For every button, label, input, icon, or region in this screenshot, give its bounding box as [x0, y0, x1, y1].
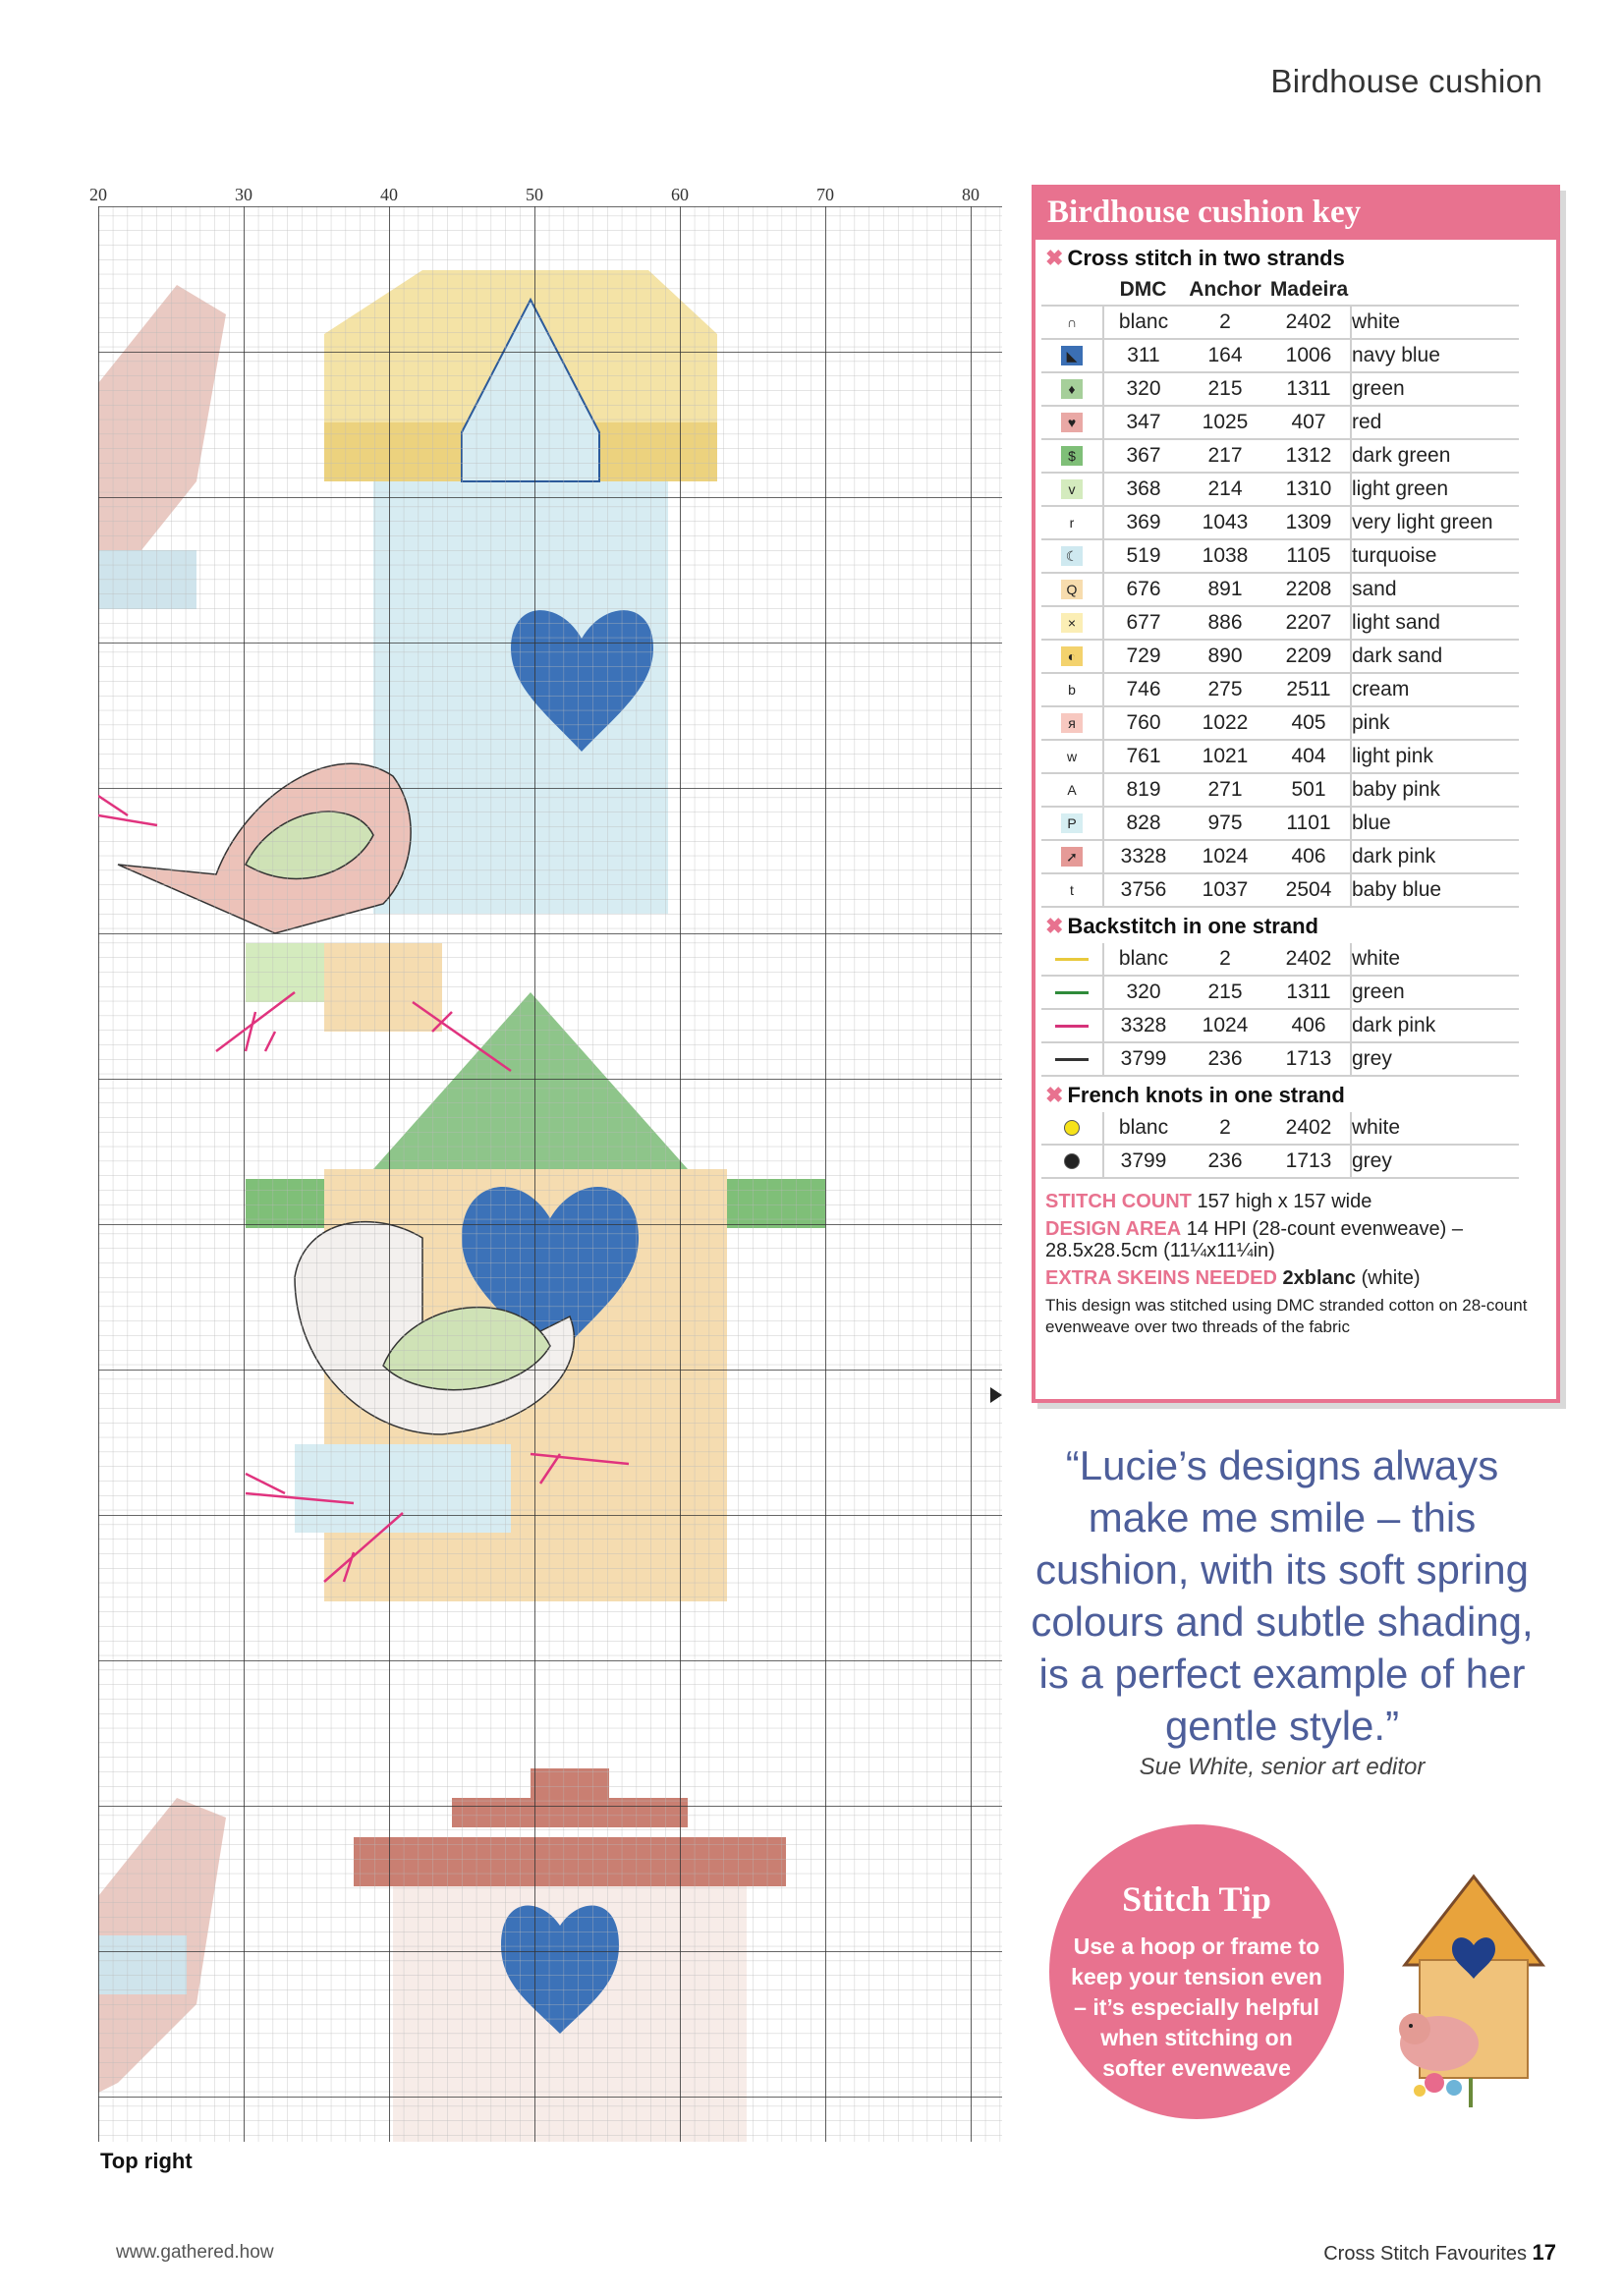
col-name: [1351, 275, 1519, 306]
french-heading-text: French knots in one strand: [1067, 1083, 1345, 1107]
colour-name: grey: [1351, 1145, 1519, 1178]
thread-symbol: [1041, 306, 1103, 339]
madeira-code: 2511: [1267, 673, 1351, 706]
madeira-code: 405: [1267, 706, 1351, 740]
dmc-code: 369: [1103, 506, 1183, 539]
design-area-value: 14 HPI (28-count evenweave) – 28.5x28.5cm (11¼x11¼in): [1045, 1218, 1464, 1261]
dmc-code: 3799: [1103, 1042, 1183, 1076]
key-row: [1041, 1042, 1519, 1076]
thread-symbol: [1041, 773, 1103, 807]
madeira-code: 2402: [1267, 1112, 1351, 1145]
thread-symbol: [1041, 539, 1103, 573]
anchor-code: 886: [1183, 606, 1267, 640]
thread-symbol: [1041, 840, 1103, 873]
backstitch-line-icon: [1055, 958, 1089, 961]
dmc-code: 828: [1103, 807, 1183, 840]
anchor-code: 164: [1183, 339, 1267, 372]
colour-name: pink: [1351, 706, 1519, 740]
dmc-code: blanc: [1103, 943, 1183, 976]
thread-symbol: [1041, 1009, 1103, 1042]
footer-website: www.gathered.how: [116, 2242, 274, 2263]
madeira-code: 2209: [1267, 640, 1351, 673]
dmc-code: 761: [1103, 740, 1183, 773]
madeira-code: 1312: [1267, 439, 1351, 473]
swatch-icon: ➚: [1061, 847, 1083, 867]
dmc-code: 3328: [1103, 1009, 1183, 1042]
swatch-icon: P: [1061, 813, 1083, 833]
madeira-code: 1311: [1267, 976, 1351, 1009]
colour-name: light green: [1351, 473, 1519, 506]
anchor-code: 215: [1183, 976, 1267, 1009]
dmc-code: blanc: [1103, 1112, 1183, 1145]
backstitch-line-icon: [1055, 1058, 1089, 1061]
quote-author: Sue White, senior art editor: [1139, 1754, 1426, 1780]
colour-name: dark green: [1351, 439, 1519, 473]
colour-name: green: [1351, 372, 1519, 406]
anchor-code: 275: [1183, 673, 1267, 706]
swatch-icon: ◐: [1061, 646, 1083, 666]
dmc-code: 3799: [1103, 1145, 1183, 1178]
key-row: [1041, 372, 1519, 406]
stitch-count-label: STITCH COUNT: [1045, 1191, 1192, 1212]
cross-stitch-table: [1041, 275, 1519, 908]
thread-symbol: [1041, 1145, 1103, 1178]
thread-symbol: [1041, 506, 1103, 539]
swatch-icon: t: [1061, 880, 1083, 900]
col-dmc: DMC: [1103, 275, 1183, 306]
french-knots-table: [1041, 1112, 1519, 1179]
dmc-code: 676: [1103, 573, 1183, 606]
thread-symbol: [1041, 1112, 1103, 1145]
pull-quote: “Lucie’s designs always make me smile – this cushion, with its soft spring colours and subtle shading, is a perfect example of her gentle style.”: [1031, 1442, 1534, 1749]
key-row: [1041, 807, 1519, 840]
key-row: [1041, 773, 1519, 807]
extra-skeins-suffix: (white): [1361, 1267, 1421, 1289]
french-knots-heading: [1035, 1077, 1556, 1112]
colour-name: light sand: [1351, 606, 1519, 640]
swatch-icon: Q: [1061, 580, 1083, 599]
axis-label-60: 60: [671, 185, 689, 204]
madeira-code: 1101: [1267, 807, 1351, 840]
key-row: [1041, 740, 1519, 773]
dmc-code: 368: [1103, 473, 1183, 506]
anchor-code: 1024: [1183, 840, 1267, 873]
chart-grid: [98, 187, 1002, 2142]
colour-name: baby pink: [1351, 773, 1519, 807]
anchor-code: 1025: [1183, 406, 1267, 439]
stitch-tip-body: Use a hoop or frame to keep your tension even – it’s especially helpful when stitching on softer evenweave: [1071, 1933, 1322, 2081]
key-row: [1041, 339, 1519, 372]
swatch-icon: ◣: [1061, 346, 1083, 365]
key-row: [1041, 473, 1519, 506]
swatch-icon: w: [1061, 747, 1083, 766]
anchor-code: 1037: [1183, 873, 1267, 907]
key-row: [1041, 573, 1519, 606]
madeira-code: 406: [1267, 840, 1351, 873]
swatch-icon: ☾: [1061, 546, 1083, 566]
anchor-code: 1043: [1183, 506, 1267, 539]
backstitch-rows: [1041, 943, 1519, 1076]
colour-name: sand: [1351, 573, 1519, 606]
key-row: [1041, 439, 1519, 473]
backstitch-table: [1041, 943, 1519, 1077]
madeira-code: 406: [1267, 1009, 1351, 1042]
thread-symbol: [1041, 640, 1103, 673]
cross-heading-text: Cross stitch in two strands: [1067, 246, 1345, 270]
axis-label-30: 30: [235, 185, 252, 204]
swatch-icon: ♥: [1061, 413, 1083, 432]
french-knot-dot-icon: [1064, 1153, 1080, 1169]
thread-symbol: [1041, 943, 1103, 976]
key-row: [1041, 406, 1519, 439]
anchor-code: 2: [1183, 306, 1267, 339]
madeira-code: 1713: [1267, 1145, 1351, 1178]
dmc-code: 519: [1103, 539, 1183, 573]
x-icon: ✖: [1045, 1083, 1064, 1107]
backstitch-line-icon: [1055, 991, 1089, 994]
swatch-icon: ∩: [1061, 312, 1083, 332]
colour-name: green: [1351, 976, 1519, 1009]
dmc-code: blanc: [1103, 306, 1183, 339]
french-knot-dot-icon: [1064, 1120, 1080, 1136]
french-knot-rows: [1041, 1112, 1519, 1178]
cross-stitch-chart: [89, 185, 1002, 2142]
madeira-code: 2207: [1267, 606, 1351, 640]
key-header-row: [1041, 275, 1519, 306]
thread-symbol: [1041, 1042, 1103, 1076]
dmc-code: 311: [1103, 339, 1183, 372]
x-icon: ✖: [1045, 914, 1064, 938]
colour-name: blue: [1351, 807, 1519, 840]
madeira-code: 1310: [1267, 473, 1351, 506]
page-number: 17: [1532, 2240, 1556, 2265]
footer-magazine: [1323, 2240, 1556, 2266]
anchor-code: 2: [1183, 1112, 1267, 1145]
thread-symbol: [1041, 406, 1103, 439]
anchor-code: 890: [1183, 640, 1267, 673]
birdhouse-thumbnail-image: [1375, 1867, 1572, 2122]
swatch-icon: ×: [1061, 613, 1083, 633]
thread-symbol: [1041, 740, 1103, 773]
colour-name: navy blue: [1351, 339, 1519, 372]
backstitch-heading: [1035, 908, 1556, 943]
grid-major: [98, 206, 1002, 2142]
key-title: Birdhouse cushion key: [1035, 189, 1556, 240]
extra-skeins-value: 2xblanc: [1282, 1267, 1357, 1289]
col-madeira: Madeira: [1267, 275, 1351, 306]
anchor-code: 214: [1183, 473, 1267, 506]
madeira-code: 1311: [1267, 372, 1351, 406]
dmc-code: 347: [1103, 406, 1183, 439]
dmc-code: 819: [1103, 773, 1183, 807]
key-row: [1041, 873, 1519, 907]
key-box: [1032, 185, 1560, 1403]
key-row: [1041, 1145, 1519, 1178]
col-anchor: Anchor: [1183, 275, 1267, 306]
backstitch-line-icon: [1055, 1025, 1089, 1028]
thread-symbol: [1041, 976, 1103, 1009]
key-row: [1041, 1009, 1519, 1042]
design-area: [1045, 1218, 1546, 1261]
key-row: [1041, 840, 1519, 873]
anchor-code: 215: [1183, 372, 1267, 406]
stitch-count: [1045, 1191, 1546, 1212]
cross-stitch-heading: [1035, 240, 1556, 275]
dmc-code: 3756: [1103, 873, 1183, 907]
anchor-code: 891: [1183, 573, 1267, 606]
dmc-code: 320: [1103, 976, 1183, 1009]
dmc-code: 320: [1103, 372, 1183, 406]
swatch-icon: $: [1061, 446, 1083, 466]
thread-symbol: [1041, 372, 1103, 406]
thread-symbol: [1041, 673, 1103, 706]
axis-label-80: 80: [962, 185, 979, 204]
thread-symbol: [1041, 339, 1103, 372]
key-row: [1041, 640, 1519, 673]
dmc-code: 760: [1103, 706, 1183, 740]
madeira-code: 501: [1267, 773, 1351, 807]
axis-label-70: 70: [816, 185, 834, 204]
colour-name: very light green: [1351, 506, 1519, 539]
madeira-code: 1105: [1267, 539, 1351, 573]
dmc-code: 3328: [1103, 840, 1183, 873]
swatch-icon: A: [1061, 780, 1083, 800]
thread-symbol: [1041, 807, 1103, 840]
swatch-icon: ♦: [1061, 379, 1083, 399]
madeira-code: 2208: [1267, 573, 1351, 606]
colour-name: dark sand: [1351, 640, 1519, 673]
colour-name: turquoise: [1351, 539, 1519, 573]
page-title: Birdhouse cushion: [1270, 63, 1542, 99]
dmc-code: 677: [1103, 606, 1183, 640]
colour-name: red: [1351, 406, 1519, 439]
swatch-icon: r: [1061, 513, 1083, 532]
extra-skeins-label: EXTRA SKEINS NEEDED: [1045, 1267, 1277, 1289]
key-row: [1041, 943, 1519, 976]
back-heading-text: Backstitch in one strand: [1067, 914, 1318, 938]
anchor-code: 1022: [1183, 706, 1267, 740]
swatch-icon: я: [1061, 713, 1083, 733]
madeira-code: 407: [1267, 406, 1351, 439]
madeira-code: 1309: [1267, 506, 1351, 539]
axis-label-50: 50: [526, 185, 543, 204]
colour-name: dark pink: [1351, 840, 1519, 873]
key-note: This design was stitched using DMC stranded cotton on 28-count evenweave over two threads of the fabric: [1045, 1296, 1528, 1336]
dmc-code: 367: [1103, 439, 1183, 473]
key-row: [1041, 1112, 1519, 1145]
anchor-code: 975: [1183, 807, 1267, 840]
madeira-code: 1006: [1267, 339, 1351, 372]
madeira-code: 2402: [1267, 306, 1351, 339]
dmc-code: 746: [1103, 673, 1183, 706]
colour-name: white: [1351, 306, 1519, 339]
key-row: [1041, 976, 1519, 1009]
thread-symbol: [1041, 706, 1103, 740]
colour-name: white: [1351, 1112, 1519, 1145]
chart-caption: Top right: [100, 2149, 193, 2173]
key-row: [1041, 606, 1519, 640]
anchor-code: 2: [1183, 943, 1267, 976]
cross-stitch-rows: [1041, 306, 1519, 907]
col-symbol: [1041, 275, 1103, 306]
anchor-code: 1024: [1183, 1009, 1267, 1042]
key-row: [1041, 506, 1519, 539]
colour-name: cream: [1351, 673, 1519, 706]
anchor-code: 236: [1183, 1042, 1267, 1076]
anchor-code: 271: [1183, 773, 1267, 807]
extra-skeins: [1045, 1267, 1546, 1289]
colour-name: grey: [1351, 1042, 1519, 1076]
anchor-code: 1038: [1183, 539, 1267, 573]
key-row: [1041, 539, 1519, 573]
colour-name: dark pink: [1351, 1009, 1519, 1042]
colour-name: white: [1351, 943, 1519, 976]
x-icon: ✖: [1045, 246, 1064, 270]
stitch-tip-circle: [1049, 1824, 1344, 2119]
dmc-code: 729: [1103, 640, 1183, 673]
thread-symbol: [1041, 873, 1103, 907]
stitch-tip-title: Stitch Tip: [1122, 1879, 1271, 1919]
thread-symbol: [1041, 573, 1103, 606]
key-row: [1041, 673, 1519, 706]
colour-name: light pink: [1351, 740, 1519, 773]
thread-symbol: [1041, 439, 1103, 473]
madeira-code: 404: [1267, 740, 1351, 773]
key-row: [1041, 306, 1519, 339]
anchor-code: 217: [1183, 439, 1267, 473]
design-area-label: DESIGN AREA: [1045, 1218, 1182, 1240]
stitch-count-value: 157 high x 157 wide: [1197, 1191, 1372, 1212]
madeira-code: 2504: [1267, 873, 1351, 907]
madeira-code: 1713: [1267, 1042, 1351, 1076]
anchor-code: 236: [1183, 1145, 1267, 1178]
axis-label-40: 40: [380, 185, 398, 204]
colour-name: baby blue: [1351, 873, 1519, 907]
key-row: [1041, 706, 1519, 740]
swatch-icon: v: [1061, 479, 1083, 499]
swatch-icon: b: [1061, 680, 1083, 700]
thread-symbol: [1041, 473, 1103, 506]
key-stats: [1035, 1179, 1556, 1338]
thread-symbol: [1041, 606, 1103, 640]
axis-label-20: 20: [89, 185, 107, 204]
magazine-name: Cross Stitch Favourites: [1323, 2243, 1527, 2265]
anchor-code: 1021: [1183, 740, 1267, 773]
madeira-code: 2402: [1267, 943, 1351, 976]
